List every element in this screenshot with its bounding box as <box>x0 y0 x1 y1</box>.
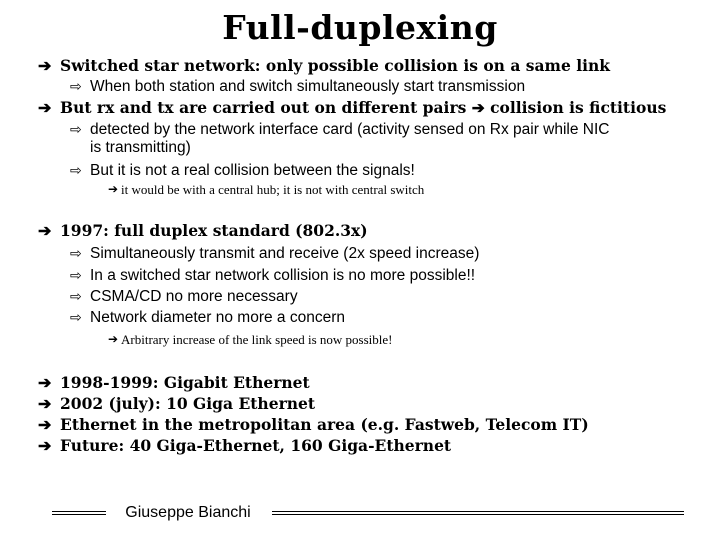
hollow-arrow-bullet-icon: ⇨ <box>70 78 82 94</box>
footer-author: Giuseppe Bianchi <box>125 504 251 521</box>
bullet-text: Future: 40 Giga-Ethernet, 160 Giga-Ethernet <box>60 436 452 455</box>
sub-sub-bullet-text: Arbitrary increase of the link speed is now possible! <box>121 332 393 347</box>
sub-bullet-text: Network diameter no more a concern <box>90 309 346 326</box>
hollow-arrow-bullet-icon: ⇨ <box>70 288 82 304</box>
hollow-arrow-bullet-icon: ⇨ <box>70 309 82 325</box>
bullet-text: 1998-1999: Gigabit Ethernet <box>60 373 310 392</box>
sub-bullet-text: is transmitting) <box>90 139 191 156</box>
sub-bullet-text: Simultaneously transmit and receive (2x speed increase) <box>90 245 480 262</box>
arrow-bullet-icon: ➔ <box>38 221 52 240</box>
bullet-text: Switched star network: only possible collision is on a same link <box>60 56 611 75</box>
arrow-bullet-icon: ➔ <box>108 182 119 196</box>
hollow-arrow-bullet-icon: ⇨ <box>70 245 82 261</box>
bullet-text: But rx and tx are carried out on different pairs ➔ collision is fictitious <box>60 98 667 117</box>
arrow-bullet-icon: ➔ <box>108 332 119 346</box>
footer-rule-right <box>272 511 684 515</box>
arrow-bullet-icon: ➔ <box>38 373 52 392</box>
sub-bullet-text: When both station and switch simultaneously start transmission <box>90 78 526 95</box>
sub-bullet-text: CSMA/CD no more necessary <box>90 288 298 305</box>
arrow-bullet-icon: ➔ <box>38 56 52 75</box>
hollow-arrow-bullet-icon: ⇨ <box>70 267 82 283</box>
footer-rule-left <box>52 511 106 515</box>
hollow-arrow-bullet-icon: ⇨ <box>70 121 82 137</box>
arrow-bullet-icon: ➔ <box>38 98 52 117</box>
sub-sub-bullet-text: it would be with a central hub; it is not with central switch <box>121 182 425 197</box>
slide-title: Full-duplexing <box>222 8 498 47</box>
bullet-text: 2002 (july): 10 Giga Ethernet <box>60 394 316 413</box>
arrow-bullet-icon: ➔ <box>38 394 52 413</box>
sub-bullet-text: detected by the network interface card (activity sensed on Rx pair while NIC <box>90 121 610 138</box>
sub-bullet-text: In a switched star network collision is no more possible!! <box>90 267 476 284</box>
hollow-arrow-bullet-icon: ⇨ <box>70 162 82 178</box>
arrow-bullet-icon: ➔ <box>38 415 52 434</box>
bullet-text: 1997: full duplex standard (802.3x) <box>60 221 368 240</box>
sub-bullet-text: But it is not a real collision between the signals! <box>90 162 415 179</box>
bullet-text: Ethernet in the metropolitan area (e.g. Fastweb, Telecom IT) <box>60 415 589 434</box>
arrow-bullet-icon: ➔ <box>38 436 52 455</box>
